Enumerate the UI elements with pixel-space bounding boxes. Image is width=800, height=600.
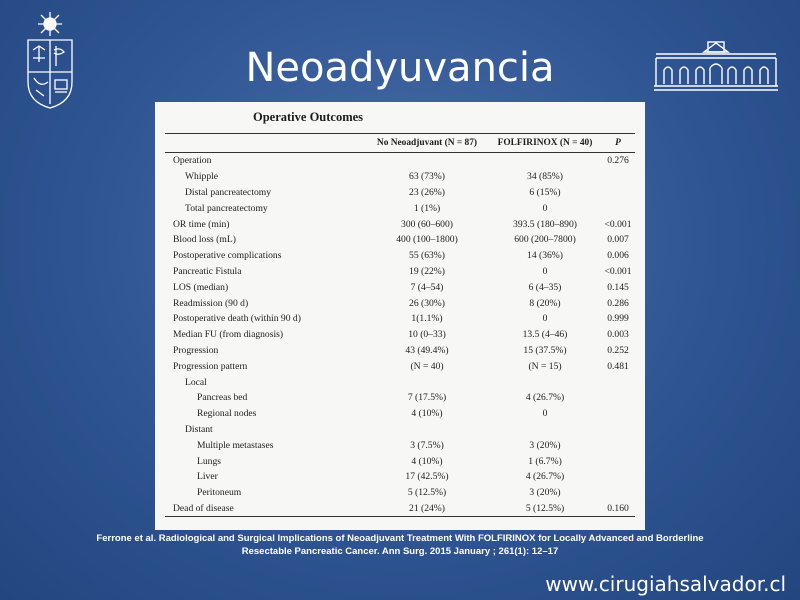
row-no-neoadjuvant-value xyxy=(365,374,489,390)
row-p-value: <0.001 xyxy=(604,218,632,230)
slide-title: Neoadyuvancia xyxy=(245,45,555,91)
row-folfirinox-value: 3 (20%) xyxy=(529,439,561,451)
citation xyxy=(30,532,770,558)
citation-line-1: Ferrone et al. Radiological and Surgical Implications of Neoadjuvant Treatment With FOLFIRINOX for Locally Advanced and Borderline xyxy=(96,533,704,544)
row-folfirinox-value xyxy=(489,153,601,169)
row-label: Postoperative complications xyxy=(173,250,282,262)
table-row xyxy=(165,248,635,264)
website-url: www.cirugiahsalvador.cl xyxy=(545,572,786,596)
row-label: Progression xyxy=(173,344,219,356)
table-row xyxy=(165,169,635,185)
table-row xyxy=(165,200,635,216)
table-row xyxy=(165,343,635,359)
table-header-row xyxy=(165,134,635,153)
table-row xyxy=(165,295,635,311)
row-p-value: 0.481 xyxy=(607,360,629,372)
table-body xyxy=(165,153,635,517)
row-no-neoadjuvant-value xyxy=(365,153,489,169)
row-p-value xyxy=(601,390,635,406)
row-no-neoadjuvant-value: 1 (1%) xyxy=(413,202,441,214)
table-row xyxy=(165,185,635,201)
row-folfirinox-value: 34 (85%) xyxy=(527,171,563,183)
table-row xyxy=(165,327,635,343)
row-folfirinox-value: 1 (6.7%) xyxy=(528,455,562,467)
row-folfirinox-value: (N = 15) xyxy=(528,360,562,372)
row-label: Lungs xyxy=(197,455,221,467)
row-folfirinox-value: 6 (4–35) xyxy=(528,281,562,293)
row-p-value xyxy=(601,422,635,438)
header-label xyxy=(165,134,365,153)
row-p-value: 0.286 xyxy=(607,297,629,309)
row-no-neoadjuvant-value: 21 (24%) xyxy=(365,501,489,517)
header-no-neoadjuvant: No Neoadjuvant (N = 87) xyxy=(365,134,489,153)
table-row xyxy=(165,469,635,485)
row-no-neoadjuvant-value: 23 (26%) xyxy=(409,186,445,198)
row-p-value xyxy=(601,200,635,216)
row-folfirinox-value: 14 (36%) xyxy=(527,250,563,262)
table-row xyxy=(165,311,635,327)
row-p-value: 0.252 xyxy=(607,344,629,356)
row-label: Pancreatic Fistula xyxy=(173,265,242,277)
table-document xyxy=(155,102,645,530)
row-label: Multiple metastases xyxy=(197,439,274,451)
row-no-neoadjuvant-value: 63 (73%) xyxy=(409,171,445,183)
row-folfirinox-value: 4 (26.7%) xyxy=(525,392,565,404)
row-p-value: 0.006 xyxy=(607,250,629,262)
table-row xyxy=(165,485,635,501)
row-p-value xyxy=(601,437,635,453)
row-p-value: 0.003 xyxy=(607,329,629,341)
row-no-neoadjuvant-value: (N = 40) xyxy=(410,360,444,372)
row-no-neoadjuvant-value: 4 (10%) xyxy=(411,408,443,420)
row-label: Distant xyxy=(185,423,213,435)
row-no-neoadjuvant-value: 19 (22%) xyxy=(409,265,445,277)
row-label: Liver xyxy=(197,471,218,483)
row-no-neoadjuvant-value: 400 (100–1800) xyxy=(396,234,458,246)
row-folfirinox-value: 0 xyxy=(542,408,548,420)
row-folfirinox-value: 3 (20%) xyxy=(529,487,561,499)
row-label: Postoperative death (within 90 d) xyxy=(173,313,301,325)
row-folfirinox-value: 13.5 (4–46) xyxy=(522,329,568,341)
row-label: Median FU (from diagnosis) xyxy=(173,329,284,341)
row-p-value: 0.276 xyxy=(607,155,629,167)
row-p-value xyxy=(601,374,635,390)
row-folfirinox-value: 5 (12.5%) xyxy=(489,501,601,517)
row-p-value: <0.001 xyxy=(604,265,632,277)
row-folfirinox-value: 4 (26.7%) xyxy=(525,471,565,483)
table-row xyxy=(165,406,635,422)
row-no-neoadjuvant-value: 4 (10%) xyxy=(411,455,443,467)
table-row xyxy=(165,358,635,374)
table-row xyxy=(165,264,635,280)
row-p-value: 0.999 xyxy=(607,313,629,325)
row-label: Whipple xyxy=(185,171,219,183)
row-no-neoadjuvant-value xyxy=(365,422,489,438)
row-label: Blood loss (mL) xyxy=(173,234,236,246)
table-row xyxy=(165,279,635,295)
table-row xyxy=(165,453,635,469)
row-no-neoadjuvant-value: 10 (0–33) xyxy=(408,329,446,341)
row-p-value xyxy=(601,406,635,422)
row-label: OR time (min) xyxy=(173,218,230,230)
table-row xyxy=(165,501,635,517)
row-folfirinox-value: 15 (37.5%) xyxy=(523,344,567,356)
row-p-value: 0.007 xyxy=(607,234,629,246)
row-no-neoadjuvant-value: 3 (7.5%) xyxy=(410,439,444,451)
row-label: Local xyxy=(185,376,207,388)
row-folfirinox-value: 8 (20%) xyxy=(529,297,561,309)
row-folfirinox-value: 393.5 (180–890) xyxy=(513,218,577,230)
row-label: Pancreas bed xyxy=(197,392,248,404)
header-folfirinox: FOLFIRINOX (N = 40) xyxy=(489,134,601,153)
row-label: Total pancreatectomy xyxy=(185,202,268,214)
row-no-neoadjuvant-value: 5 (12.5%) xyxy=(407,487,447,499)
table-row xyxy=(165,422,635,438)
row-label: LOS (median) xyxy=(173,281,229,293)
table-row xyxy=(165,232,635,248)
row-no-neoadjuvant-value: 26 (30%) xyxy=(409,297,445,309)
row-no-neoadjuvant-value: 55 (63%) xyxy=(409,250,445,262)
row-no-neoadjuvant-value: 7 (17.5%) xyxy=(407,392,447,404)
row-no-neoadjuvant-value: 1(1.1%) xyxy=(411,313,443,325)
table-row xyxy=(165,153,635,169)
row-folfirinox-value xyxy=(489,422,601,438)
header-p-value: P xyxy=(601,134,635,153)
row-p-value: 0.145 xyxy=(607,281,629,293)
row-no-neoadjuvant-value: 7 (4–54) xyxy=(410,281,444,293)
row-label: Regional nodes xyxy=(197,408,257,420)
row-folfirinox-value: 0 xyxy=(542,265,548,277)
row-label: Peritoneum xyxy=(197,487,242,499)
row-folfirinox-value: 0 xyxy=(542,202,548,214)
operative-outcomes-table xyxy=(165,133,635,517)
table-row xyxy=(165,390,635,406)
table-row xyxy=(165,437,635,453)
row-label: Readmission (90 d) xyxy=(173,297,249,309)
citation-line-2: Resectable Pancreatic Cancer. Ann Surg. 2015 January ; 261(1): 12–17 xyxy=(241,546,559,557)
table-title: Operative Outcomes xyxy=(253,110,364,124)
table-row xyxy=(165,216,635,232)
row-label: Progression pattern xyxy=(173,360,248,372)
row-folfirinox-value: 6 (15%) xyxy=(529,186,561,198)
row-p-value xyxy=(601,185,635,201)
row-p-value: 0.160 xyxy=(601,501,635,517)
row-no-neoadjuvant-value: 43 (49.4%) xyxy=(405,344,449,356)
row-no-neoadjuvant-value: 300 (60–600) xyxy=(401,218,453,230)
row-folfirinox-value xyxy=(489,374,601,390)
row-label: Distal pancreatectomy xyxy=(185,186,272,198)
row-label: Operation xyxy=(173,155,212,167)
row-label: Dead of disease xyxy=(165,501,365,517)
row-p-value xyxy=(601,485,635,501)
row-p-value xyxy=(601,469,635,485)
row-no-neoadjuvant-value: 17 (42.5%) xyxy=(405,471,449,483)
row-p-value xyxy=(601,169,635,185)
row-folfirinox-value: 0 xyxy=(542,313,548,325)
row-p-value xyxy=(601,453,635,469)
row-folfirinox-value: 600 (200–7800) xyxy=(514,234,576,246)
table-row xyxy=(165,374,635,390)
